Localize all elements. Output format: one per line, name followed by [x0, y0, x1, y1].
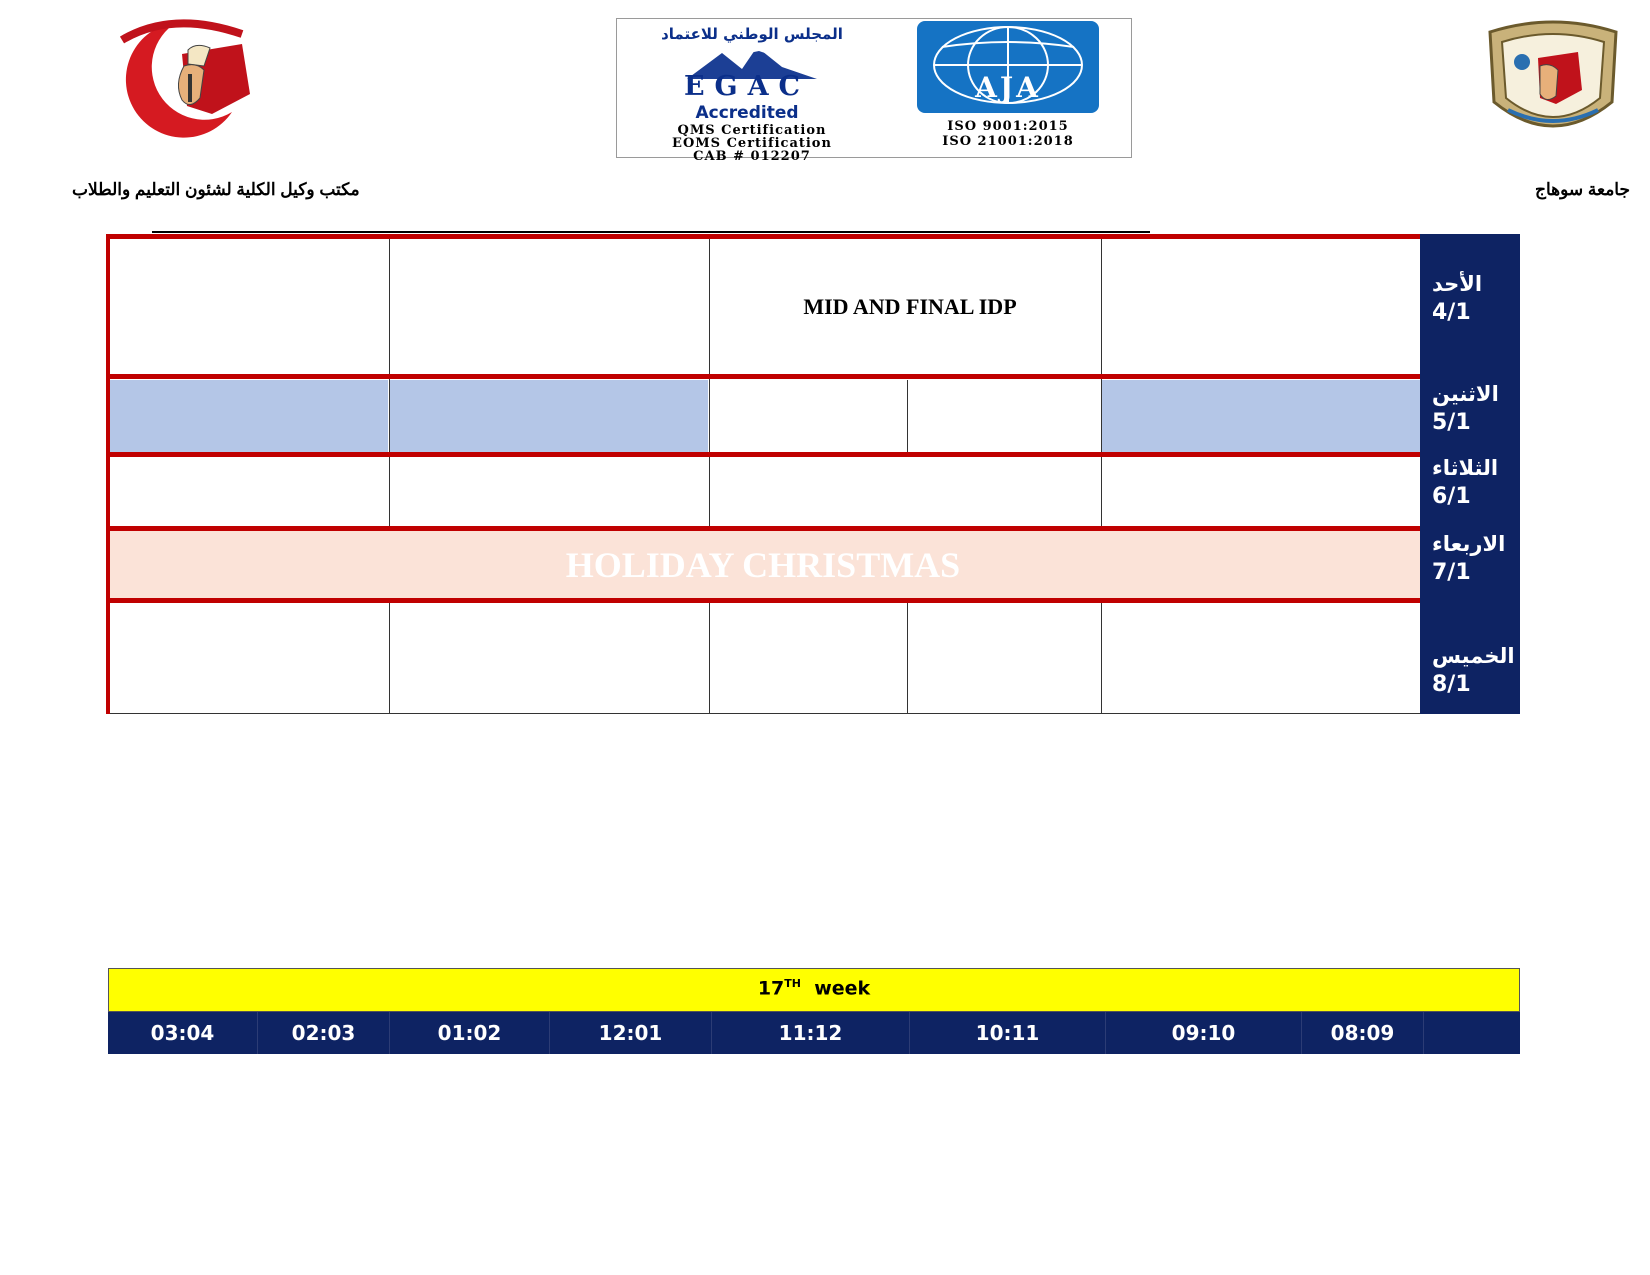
- row-border: [106, 526, 1520, 531]
- day-date: 6/1: [1432, 484, 1471, 509]
- faculty-logo: [92, 14, 262, 138]
- day-date: 5/1: [1432, 410, 1471, 435]
- week-suffix: TH: [784, 977, 801, 990]
- egac-line-2: EOMS Certification: [672, 136, 832, 151]
- week-word: week: [814, 977, 871, 1000]
- week-banner: [108, 968, 1520, 1012]
- university-seal: [1478, 18, 1628, 148]
- time-slot: 08:09: [1302, 1012, 1424, 1054]
- grid-line: [907, 598, 908, 714]
- time-slot: 12:01: [550, 1012, 712, 1054]
- egac-status: Accredited: [695, 103, 799, 123]
- grid-line: [907, 380, 908, 454]
- grid-line: [106, 713, 1420, 714]
- egac-line-3: CAB # 012207: [693, 149, 811, 164]
- aja-line-2: ISO 21001:2018: [942, 134, 1074, 149]
- row-border: [106, 234, 1520, 239]
- university-name: جامعة سوهاج: [1535, 180, 1630, 199]
- day-monday: [1420, 380, 1520, 438]
- week-number: 17: [757, 977, 785, 1000]
- time-slot: 09:10: [1106, 1012, 1302, 1054]
- day-name: الاربعاء: [1432, 532, 1506, 556]
- office-title: مكتب وكيل الكلية لشئون التعليم والطلاب: [72, 180, 360, 199]
- day-wednesday: [1420, 530, 1520, 588]
- day-name: الخميس: [1432, 644, 1515, 668]
- header-divider: [152, 231, 1150, 233]
- monday-session-2: [390, 380, 708, 454]
- grid-line: [709, 234, 710, 528]
- egac-line-1: QMS Certification: [677, 123, 827, 138]
- table-left-border: [106, 234, 110, 714]
- monday-session-3: [1102, 380, 1420, 454]
- row-border: [106, 598, 1520, 603]
- day-date: 4/1: [1432, 300, 1471, 325]
- monday-session-1: [110, 380, 388, 454]
- accreditation-box: [616, 18, 1132, 164]
- day-tuesday: [1420, 454, 1520, 512]
- time-slot: [1424, 1012, 1520, 1054]
- day-date: 8/1: [1432, 672, 1471, 697]
- time-slots-row: [108, 1012, 1520, 1054]
- grid-line: [389, 598, 390, 714]
- egac-arabic-name: المجلس الوطني للاعتماد: [661, 25, 843, 43]
- grid-line: [1101, 234, 1102, 528]
- day-name: الأحد: [1432, 272, 1483, 296]
- day-date: 7/1: [1432, 560, 1471, 585]
- time-slot: 10:11: [910, 1012, 1106, 1054]
- time-slot: 03:04: [108, 1012, 258, 1054]
- aja-name: AJA: [975, 71, 1041, 104]
- egac-logo: [627, 19, 877, 164]
- sunday-event: MID AND FINAL IDP: [803, 294, 1017, 319]
- grid-line: [1101, 598, 1102, 714]
- day-name: الاثنين: [1432, 382, 1499, 406]
- aja-logo: [917, 21, 1117, 159]
- time-slot: 01:02: [390, 1012, 550, 1054]
- row-border: [106, 374, 1520, 379]
- day-thursday: [1420, 642, 1520, 700]
- time-slot: 11:12: [712, 1012, 910, 1054]
- egac-name: EGAC: [683, 71, 811, 102]
- holiday-row: [106, 528, 1420, 598]
- week-label: [109, 977, 1519, 999]
- day-sunday: [1420, 270, 1520, 328]
- row-border: [106, 452, 1520, 457]
- day-name: الثلاثاء: [1432, 456, 1499, 480]
- aja-line-1: ISO 9001:2015: [947, 119, 1069, 134]
- grid-line: [709, 598, 710, 714]
- time-slot: 02:03: [258, 1012, 390, 1054]
- weekly-schedule-table: [106, 234, 1520, 714]
- grid-line: [389, 234, 390, 528]
- holiday-label: HOLIDAY CHRISTMAS: [565, 545, 961, 585]
